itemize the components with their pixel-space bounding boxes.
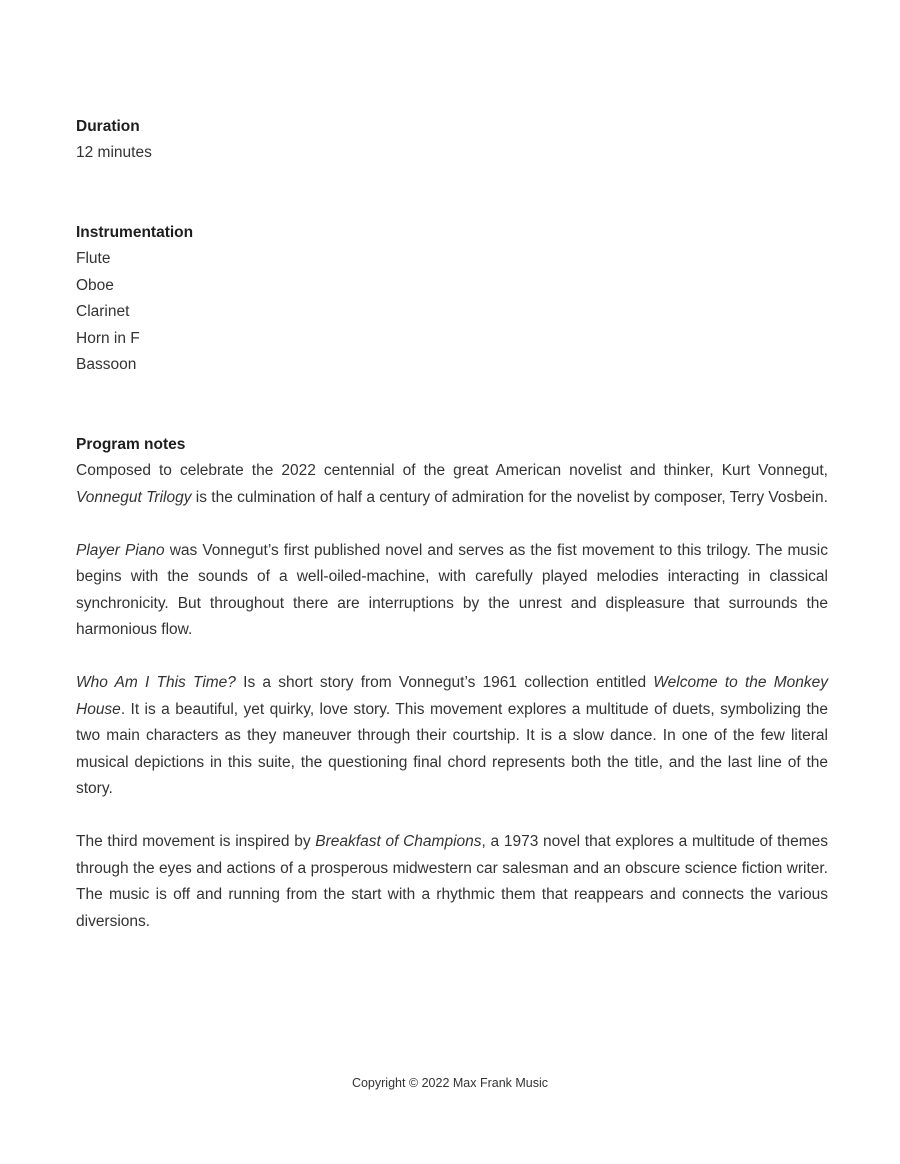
p3-text-a: Is a short story from Vonnegut’s 1961 collection entitled bbox=[235, 674, 654, 691]
program-notes-section bbox=[76, 432, 828, 935]
instrumentation-section bbox=[76, 220, 828, 379]
program-notes-paragraph-3 bbox=[76, 670, 828, 803]
program-notes-paragraph-1 bbox=[76, 458, 828, 511]
duration-value: 12 minutes bbox=[76, 144, 152, 161]
instrument-item: Oboe bbox=[76, 276, 114, 294]
program-notes-paragraph-2 bbox=[76, 538, 828, 644]
instrument-item: Flute bbox=[76, 250, 111, 267]
p1-text-a: Composed to celebrate the 2022 centennial of the great American novelist and thinker, Kurt Vonnegut, bbox=[76, 462, 828, 479]
instrument-item: Clarinet bbox=[76, 303, 130, 320]
p4-text-b: , a 1973 novel that explores a multitude of themes through the eyes and actions of a prosperous midwestern car salesman and an obscure science fiction writer. The music is off and running from the start with a rhythmic them that reappears and connects the various diversions. bbox=[76, 833, 829, 930]
program-notes-paragraph-4 bbox=[76, 829, 828, 935]
duration-heading: Duration bbox=[76, 118, 140, 135]
p1-work-title: Vonnegut Trilogy bbox=[76, 488, 192, 506]
p4-novel-title: Breakfast of Champions bbox=[315, 833, 482, 850]
copyright-footer: Copyright © 2022 Max Frank Music bbox=[351, 1076, 549, 1090]
instrumentation-heading: Instrumentation bbox=[76, 224, 194, 241]
p4-text-a: The third movement is inspired by bbox=[76, 833, 316, 850]
p3-story-title: Who Am I This Time? bbox=[76, 674, 236, 691]
p3-collection-title: Welcome to the Monkey House bbox=[76, 674, 829, 718]
p1-text-b: is the culmination of half a century of admiration for the novelist by composer, Terry Vosbein. bbox=[191, 488, 828, 506]
duration-section bbox=[76, 114, 828, 167]
p2-text-a: was Vonnegut’s first published novel and serves as the fist movement to this trilogy. The music begins with the sounds of a well-oiled-machine, with carefully played melodies interacting in classical synchronicity. But throughout there are interruptions by the unrest and displeasure that surrounds the harmonious flow. bbox=[76, 541, 828, 638]
p3-text-b: . It is a beautiful, yet quirky, love story. This movement explores a multitude of duets, symbolizing the two main characters as they maneuver through their courtship. It is a slow dance. In one of the few literal musical depictions in this suite, the questioning final chord represents both the title, and the last line of the story. bbox=[76, 700, 828, 797]
instrument-item: Bassoon bbox=[76, 356, 137, 373]
p2-novel-title: Player Piano bbox=[76, 541, 165, 559]
program-notes-heading: Program notes bbox=[76, 436, 186, 453]
instrument-item: Horn in F bbox=[76, 329, 140, 347]
